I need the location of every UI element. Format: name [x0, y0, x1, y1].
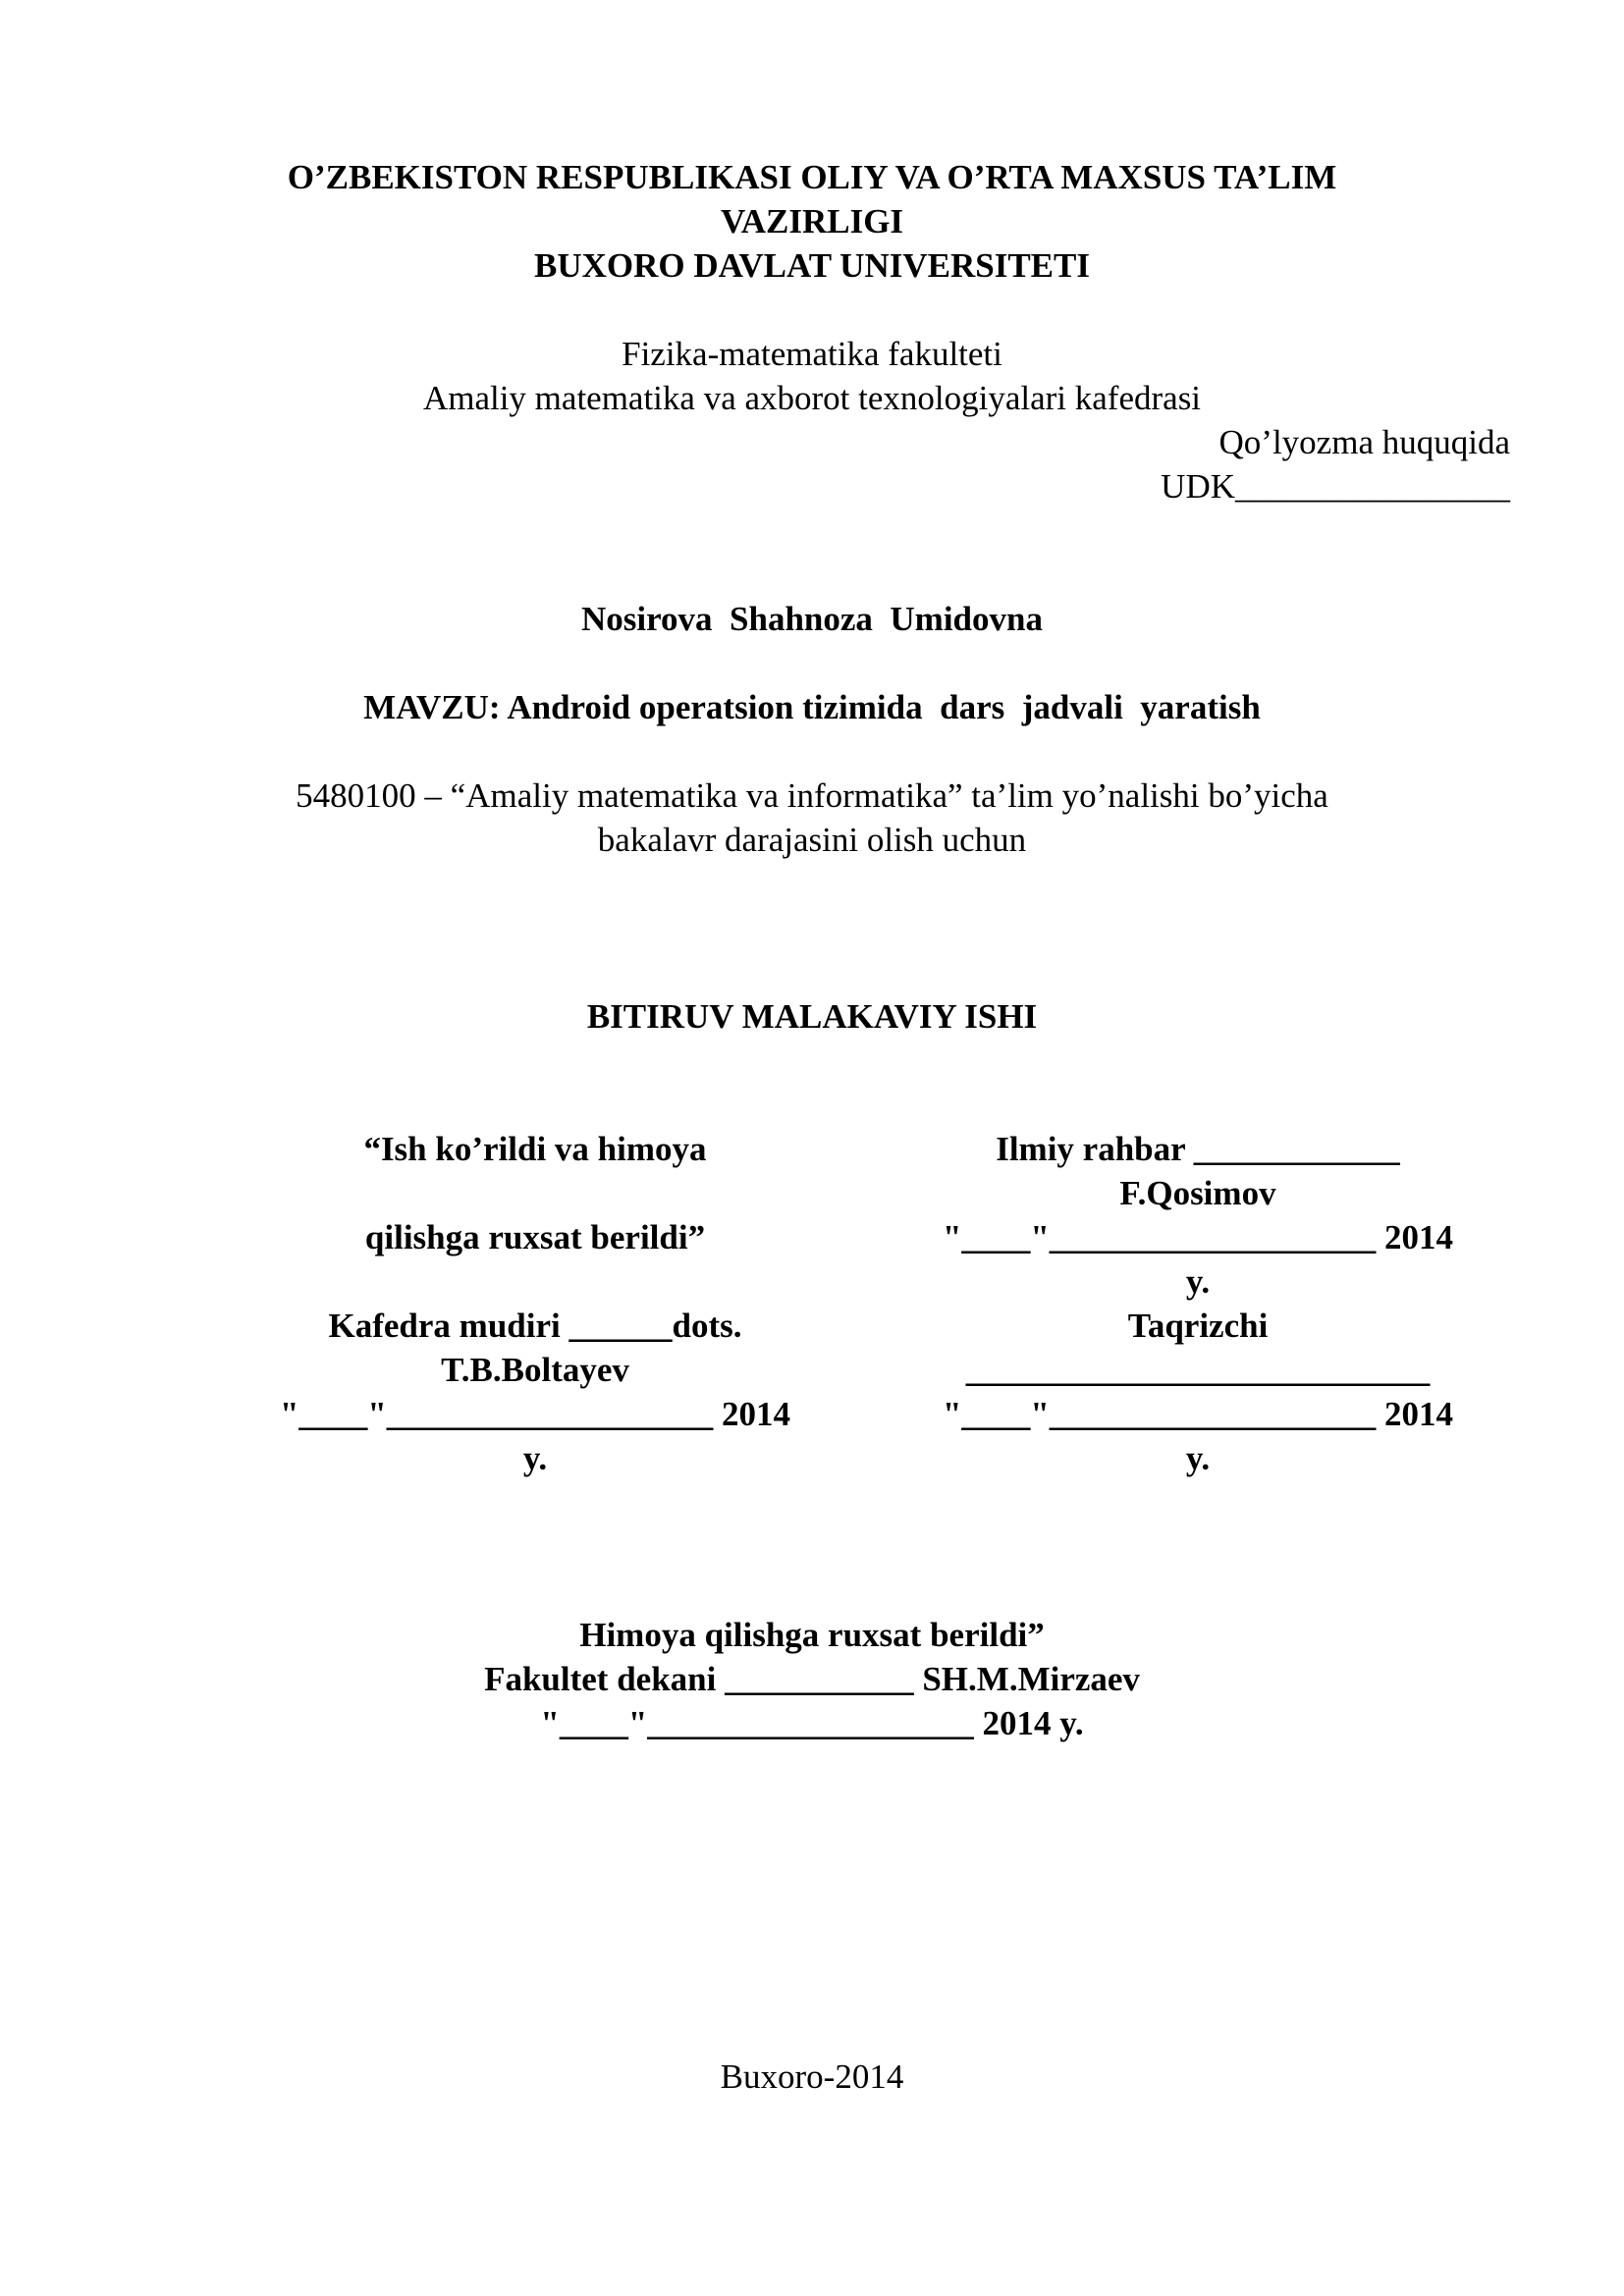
reviewer-label: Taqrizchi	[1127, 1307, 1269, 1345]
manuscript-rights: Qo’lyozma huquqida	[1218, 423, 1510, 461]
ministry-line-1: O’ZBEKISTON RESPUBLIKASI OLIY VA O’RTA MAXSUS TA’LIM	[287, 158, 1337, 196]
department-head: Kafedra mudiri ______dots.	[328, 1307, 742, 1345]
supervisor-year: y.	[1185, 1262, 1211, 1301]
university-name: BUXORO DAVLAT UNIVERSITETI	[534, 246, 1090, 285]
reviewer-year: y.	[1185, 1439, 1211, 1477]
dean-line: Fakultet dekani ___________ SH.M.Mirzaev	[484, 1660, 1140, 1698]
udk-field: UDK________________	[1161, 467, 1510, 506]
defense-approval: Himoya qilishga ruxsat berildi”	[579, 1616, 1045, 1654]
specialty-line-1: 5480100 – “Amaliy matematika va informatika” ta’lim yo’nalishi bo’yicha	[296, 776, 1328, 815]
author-name: Nosirova Shahnoza Umidovna	[580, 600, 1043, 638]
left-date: "____"___________________ 2014	[279, 1395, 791, 1433]
left-block-line-2: qilishga ruxsat berildi”	[364, 1218, 706, 1256]
dean-date: "____"___________________ 2014 y.	[540, 1704, 1084, 1742]
left-year: y.	[522, 1439, 548, 1477]
department-head-name: T.B.Boltayev	[441, 1351, 629, 1389]
reviewer-signature-line: ___________________________	[965, 1351, 1431, 1389]
supervisor-date: "____"___________________ 2014	[942, 1218, 1454, 1256]
ministry-line-2: VAZIRLIGI	[720, 202, 904, 240]
specialty-line-2: bakalavr darajasini olish uchun	[597, 821, 1027, 859]
supervisor-line: Ilmiy rahbar ____________	[996, 1130, 1400, 1168]
reviewer-date: "____"___________________ 2014	[942, 1395, 1454, 1433]
faculty-name: Fizika-matematika fakulteti	[622, 335, 1002, 373]
supervisor-name: F.Qosimov	[1119, 1174, 1276, 1212]
work-type: BITIRUV MALAKAVIY ISHI	[586, 997, 1038, 1036]
thesis-topic: MAVZU: Android operatsion tizimida dars jadvali yaratish	[363, 688, 1261, 726]
left-block-line-1: “Ish ko’rildi va himoya	[363, 1130, 707, 1168]
city-year: Buxoro-2014	[720, 2057, 904, 2096]
department-name: Amaliy matematika va axborot texnologiyalari kafedrasi	[422, 379, 1202, 417]
